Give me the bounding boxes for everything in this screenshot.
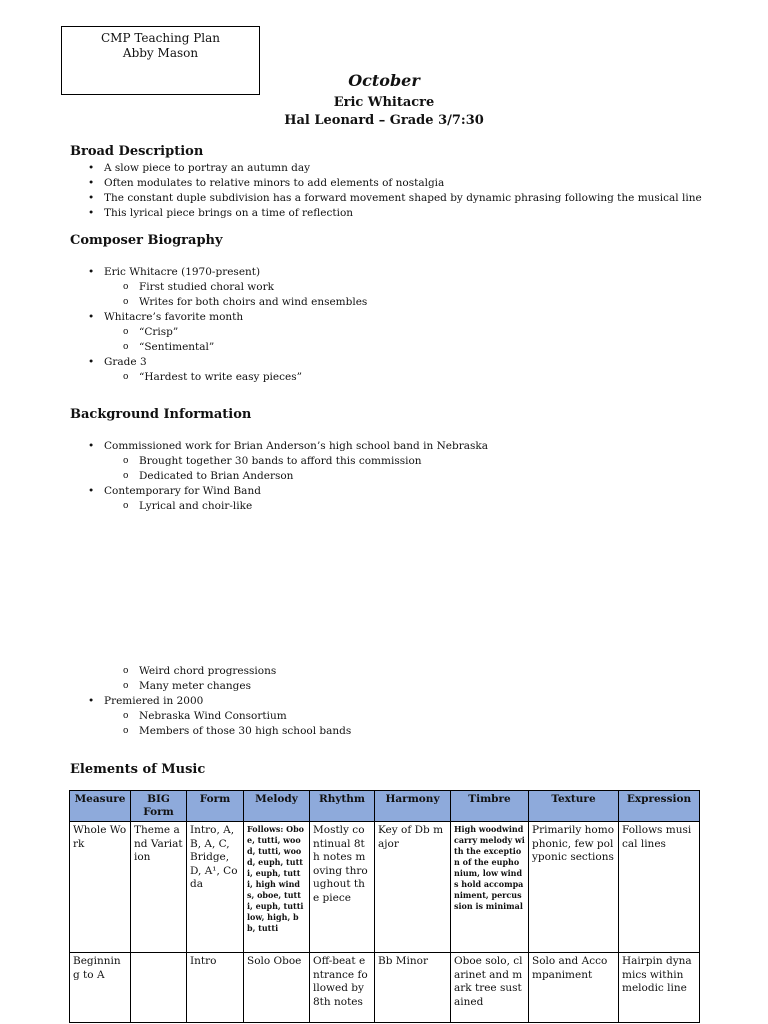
bullet-icon: • [88, 177, 95, 189]
bullet-icon: o [123, 456, 129, 466]
list-item: • Eric Whitacre (1970-present) [88, 266, 261, 278]
list-item: • Whitacre’s favorite month [88, 311, 244, 323]
table-row [70, 953, 700, 1023]
cell-timbre: Oboe solo, clarinet and mark tree sustained [451, 953, 529, 1023]
bullet-icon: • [88, 266, 95, 278]
list-item: • Grade 3 [88, 356, 147, 368]
bullet-icon: • [88, 192, 95, 204]
bullet-icon: • [88, 356, 95, 368]
column-header: Rhythm [310, 791, 375, 822]
cell-expression: Follows musical lines [619, 822, 700, 953]
list-item: o Weird chord progressions [123, 665, 277, 677]
bullet-icon: • [88, 162, 95, 174]
column-header: Melody [244, 791, 310, 822]
background-information-list-continued [70, 664, 351, 739]
cell-form: Intro [187, 953, 244, 1023]
cell-melody: Solo Oboe [244, 953, 310, 1023]
list-item: o Many meter changes [123, 680, 251, 692]
column-header: Measure [70, 791, 131, 822]
bullet-icon: o [123, 297, 129, 307]
cell-expression: Hairpin dynamics within melodic line [619, 953, 700, 1023]
cell-measure: Beginning to A [70, 953, 131, 1023]
header-line2: Abby Mason [122, 46, 199, 60]
header-line1: CMP Teaching Plan [101, 31, 220, 45]
column-header: Form [187, 791, 244, 822]
composer-biography-heading: Composer Biography [70, 233, 223, 248]
cell-timbre: High woodwind carry melody with the exception of the euphonium, low winds hold accompaniment, percussion is minimal [451, 822, 529, 953]
bullet-icon: o [123, 726, 129, 736]
list-item: • Often modulates to relative minors to add elements of nostalgia [88, 177, 445, 189]
broad-description-list [70, 161, 702, 221]
cell-harmony: Key of Db major [375, 822, 451, 953]
table-header-row [70, 791, 700, 822]
bullet-icon: o [123, 372, 129, 382]
list-item: o Writes for both choirs and wind ensembles [123, 296, 368, 308]
composer-name: Eric Whitacre [333, 95, 435, 110]
list-item: o Nebraska Wind Consortium [123, 710, 287, 722]
column-header: BIG Form [131, 791, 187, 822]
list-item: • A slow piece to portray an autumn day [88, 162, 311, 174]
cell-big-form: Theme and Variation [131, 822, 187, 953]
cell-harmony: Bb Minor [375, 953, 451, 1023]
bullet-icon: • [88, 485, 95, 497]
elements-of-music-table [69, 790, 700, 1023]
bullet-icon: o [123, 711, 129, 721]
bullet-icon: • [88, 311, 95, 323]
bullet-icon: o [123, 327, 129, 337]
cell-measure: Whole Work [70, 822, 131, 953]
list-item: • Premiered in 2000 [88, 695, 204, 707]
bullet-icon: o [123, 666, 129, 676]
bullet-icon: o [123, 342, 129, 352]
table-row [70, 822, 700, 953]
list-item: o Brought together 30 bands to afford this commission [123, 455, 422, 467]
list-item: o “Hardest to write easy pieces” [123, 371, 302, 383]
list-item: o Lyrical and choir-like [123, 500, 253, 512]
bullet-icon: o [123, 471, 129, 481]
list-item: o Dedicated to Brian Anderson [123, 470, 294, 482]
cell-form: Intro, A, B, A, C, Bridge, D, A¹, Coda [187, 822, 244, 953]
bullet-icon: • [88, 207, 95, 219]
cell-big-form [131, 953, 187, 1023]
bullet-icon: • [88, 440, 95, 452]
list-item: o “Sentimental” [123, 341, 215, 353]
composer-biography-list [70, 265, 367, 385]
column-header: Harmony [375, 791, 451, 822]
list-item: o Members of those 30 high school bands [123, 725, 352, 737]
cell-rhythm: Off-beat entrance followed by 8th notes [310, 953, 375, 1023]
bullet-icon: • [88, 695, 95, 707]
cell-melody: Follows: Oboe, tutti, wood, tutti, wood, euph, tutti, euph, tutti, high winds, oboe, tutti, euph, tutti low, high, bb, tutti [244, 822, 310, 953]
column-header: Timbre [451, 791, 529, 822]
document-title: October [348, 71, 420, 90]
list-item: • The constant duple subdivision has a forward movement shaped by dynamic phrasing following the musical line [88, 192, 702, 204]
elements-of-music-heading: Elements of Music [70, 762, 206, 777]
list-item: o First studied choral work [123, 281, 274, 293]
list-item: • This lyrical piece brings on a time of reflection [88, 207, 354, 219]
list-item: • Commissioned work for Brian Anderson’s high school band in Nebraska [88, 440, 488, 452]
column-header: Expression [619, 791, 700, 822]
bullet-icon: o [123, 501, 129, 511]
background-information-list [70, 439, 488, 514]
broad-description-heading: Broad Description [70, 144, 204, 159]
list-item: o “Crisp” [123, 326, 179, 338]
cell-texture: Primarily homophonic, few polyponic sections [529, 822, 619, 953]
cell-rhythm: Mostly continual 8th notes moving throughout the piece [310, 822, 375, 953]
list-item: • Contemporary for Wind Band [88, 485, 261, 497]
bullet-icon: o [123, 681, 129, 691]
bullet-icon: o [123, 282, 129, 292]
column-header: Texture [529, 791, 619, 822]
background-information-heading: Background Information [70, 407, 252, 422]
cell-texture: Solo and Accompaniment [529, 953, 619, 1023]
publisher-grade: Hal Leonard – Grade 3/7:30 [284, 113, 484, 128]
